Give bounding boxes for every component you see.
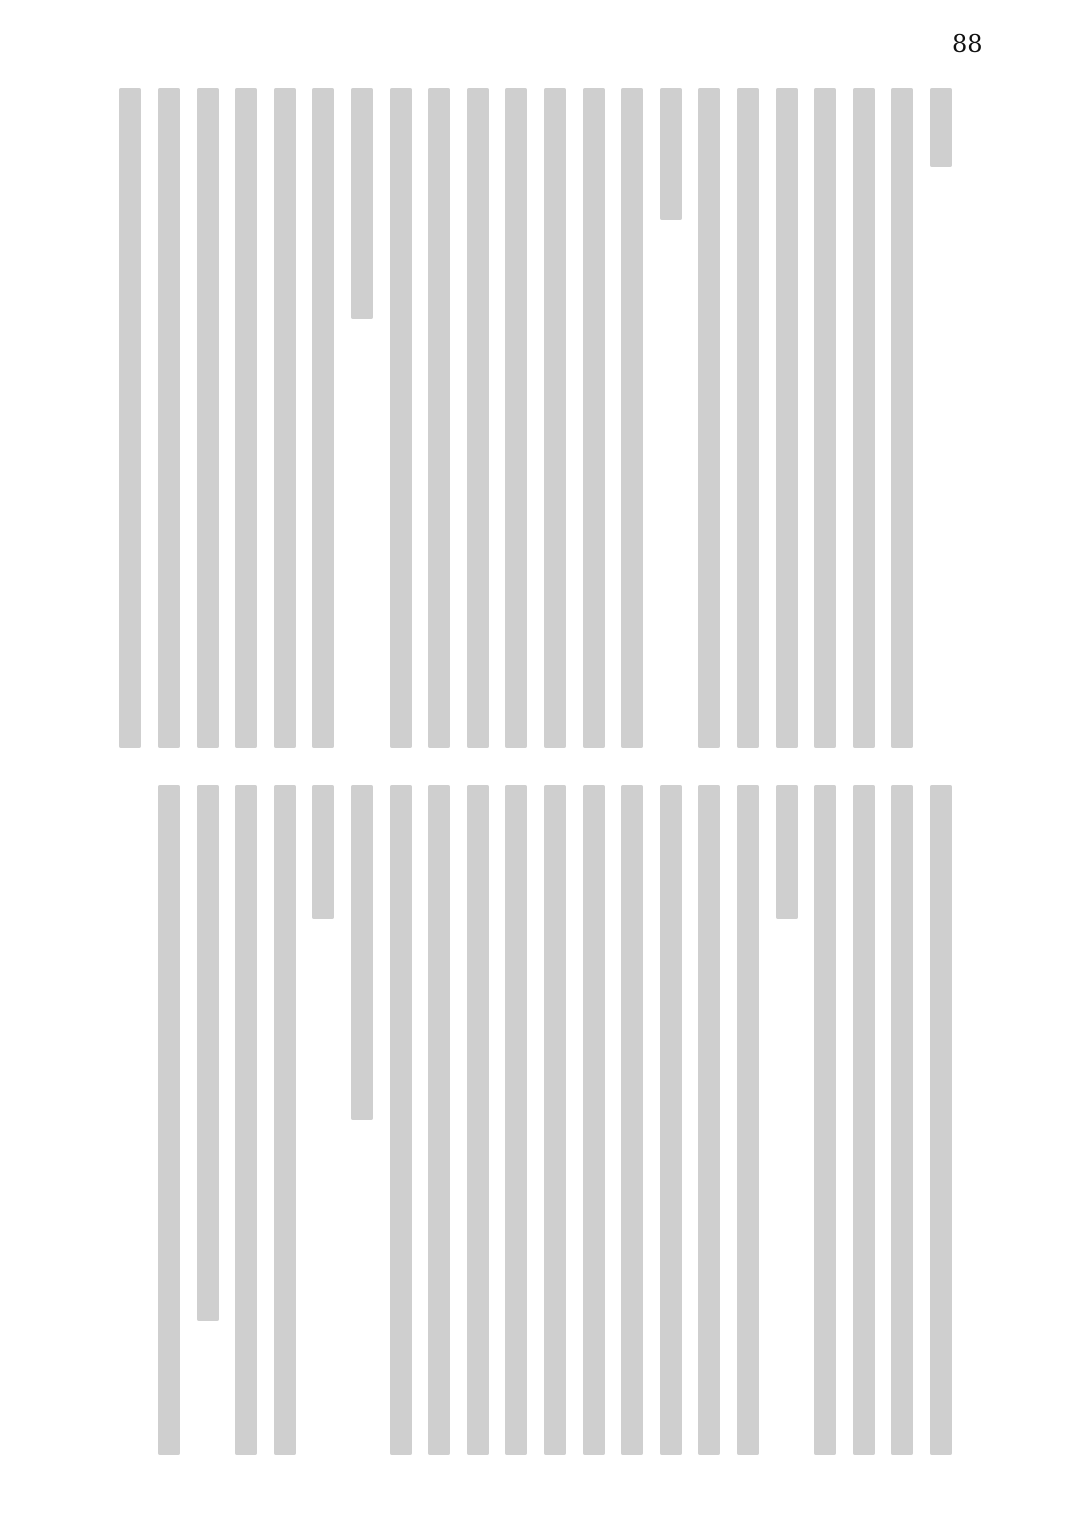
text-column-placeholder bbox=[467, 785, 489, 1455]
text-column-placeholder bbox=[621, 785, 643, 1455]
text-column-placeholder bbox=[428, 88, 450, 748]
text-column-placeholder bbox=[158, 88, 180, 748]
text-column-placeholder bbox=[660, 785, 682, 1455]
text-column-placeholder bbox=[776, 785, 798, 919]
text-column-placeholder bbox=[698, 88, 720, 748]
text-column-placeholder bbox=[197, 88, 219, 748]
text-column-placeholder bbox=[467, 88, 489, 748]
text-column-placeholder bbox=[390, 785, 412, 1455]
text-column-placeholder bbox=[235, 785, 257, 1455]
text-column-placeholder bbox=[621, 88, 643, 748]
text-column-placeholder bbox=[660, 88, 682, 220]
text-column-placeholder bbox=[930, 88, 952, 167]
text-column-placeholder bbox=[698, 785, 720, 1455]
text-column-placeholder bbox=[505, 88, 527, 748]
text-column-placeholder bbox=[312, 88, 334, 748]
page-number: 88 bbox=[952, 30, 983, 58]
text-column-placeholder bbox=[505, 785, 527, 1455]
text-column-placeholder bbox=[312, 785, 334, 919]
text-column-placeholder bbox=[197, 785, 219, 1321]
text-column-placeholder bbox=[351, 785, 373, 1120]
text-column-placeholder bbox=[853, 785, 875, 1455]
text-column-placeholder bbox=[158, 785, 180, 1455]
text-column-placeholder bbox=[737, 785, 759, 1455]
text-column-placeholder bbox=[737, 88, 759, 748]
text-column-placeholder bbox=[274, 88, 296, 748]
text-block-bottom bbox=[100, 785, 950, 1455]
text-column-placeholder bbox=[119, 88, 141, 748]
text-column-placeholder bbox=[390, 88, 412, 748]
text-column-placeholder bbox=[428, 785, 450, 1455]
text-column-placeholder bbox=[891, 88, 913, 748]
text-column-placeholder bbox=[891, 785, 913, 1455]
text-column-placeholder bbox=[776, 88, 798, 748]
text-column-placeholder bbox=[853, 88, 875, 748]
text-column-placeholder bbox=[583, 785, 605, 1455]
text-column-placeholder bbox=[930, 785, 952, 1455]
text-column-placeholder bbox=[274, 785, 296, 1455]
text-column-placeholder bbox=[583, 88, 605, 748]
text-column-placeholder bbox=[235, 88, 257, 748]
text-column-placeholder bbox=[814, 88, 836, 748]
text-block-top bbox=[100, 88, 950, 748]
text-column-placeholder bbox=[544, 785, 566, 1455]
text-column-placeholder bbox=[351, 88, 373, 319]
text-column-placeholder bbox=[544, 88, 566, 748]
text-column-placeholder bbox=[814, 785, 836, 1455]
